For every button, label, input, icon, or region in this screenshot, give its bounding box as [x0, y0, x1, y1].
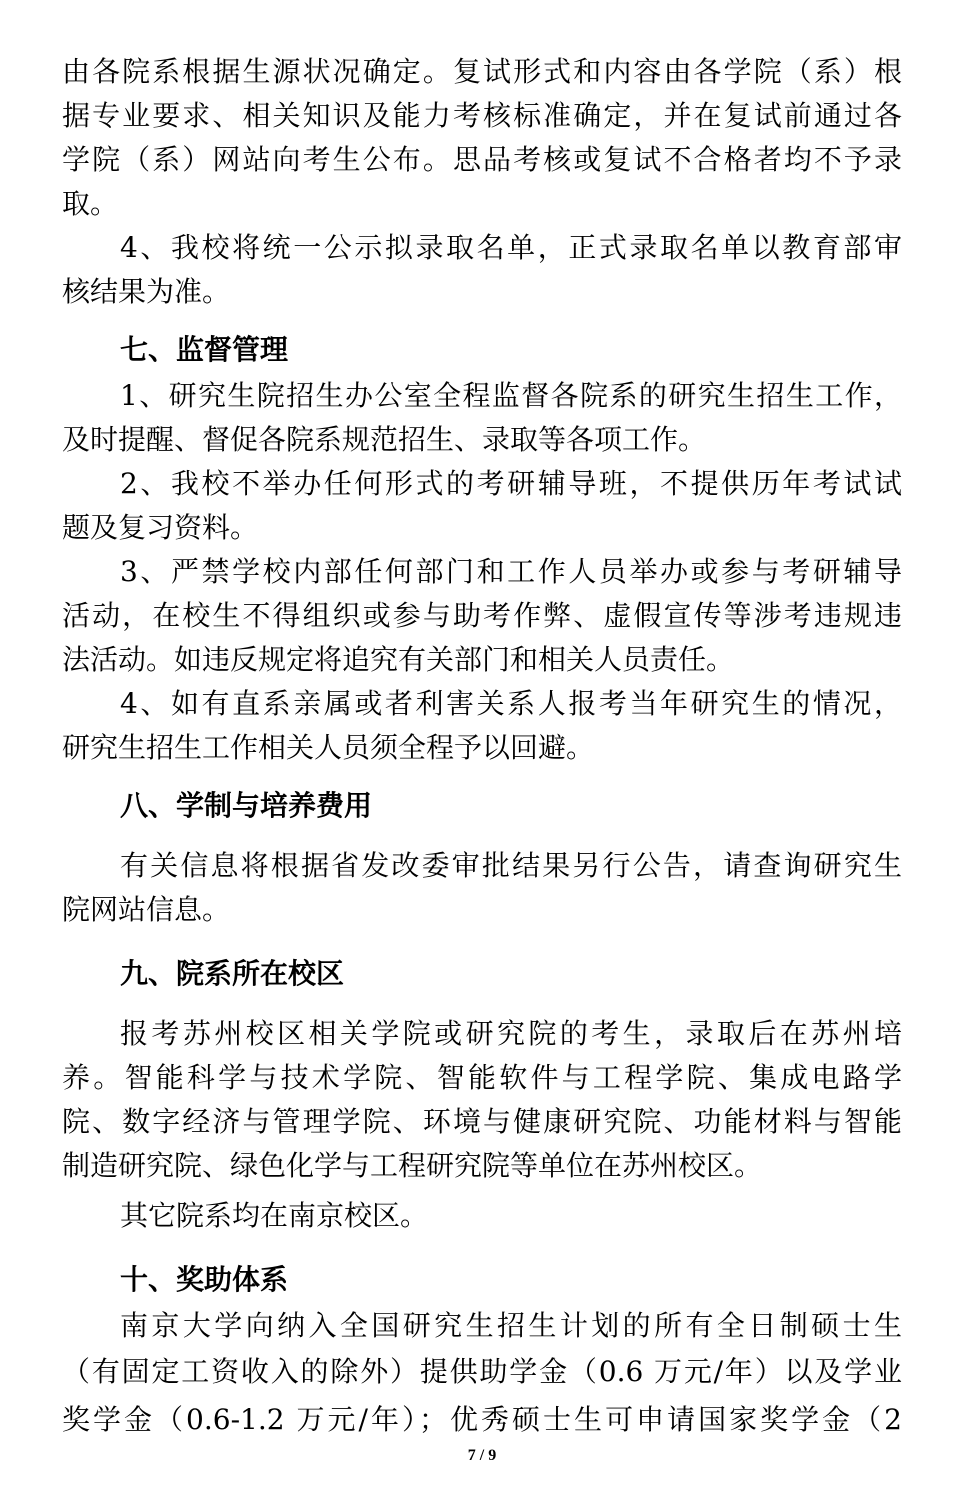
section-body-campus: [62, 1012, 902, 1238]
text-line: 由各院系根据生源状况确定。复试形式和内容由各学院（系）根: [62, 55, 902, 88]
section-heading-supervision: 七、监督管理: [120, 333, 289, 366]
list-item: [62, 682, 902, 770]
text-line: 题及复习资料。: [62, 511, 259, 544]
text-line: 核结果为准。: [62, 275, 231, 308]
text-line: 取。: [62, 187, 119, 220]
section-heading-duration-fees: 八、学制与培养费用: [120, 789, 373, 822]
text-line: 养。智能科学与技术学院、智能软件与工程学院、集成电路学: [62, 1061, 902, 1094]
text-line: 南京大学向纳入全国研究生招生计划的所有全日制硕士生: [120, 1309, 902, 1342]
text-line: 研究生招生工作相关人员须全程予以回避。: [62, 731, 595, 764]
text-line: 其它院系均在南京校区。: [120, 1199, 429, 1232]
section-heading-scholarships: 十、奖助体系: [120, 1263, 289, 1296]
list-item: [62, 462, 902, 550]
text-line: 学院（系）网站向考生公布。思品考核或复试不合格者均不予录: [62, 143, 902, 176]
text-line: 据专业要求、相关知识及能力考核标准确定，并在复试前通过各: [62, 99, 902, 132]
section-heading-campus: 九、院系所在校区: [120, 957, 345, 990]
list-item-4-admission: [62, 226, 902, 314]
section-body-supervision: [62, 374, 902, 770]
page-number: 7 / 9: [467, 1447, 497, 1464]
text-line: 3、严禁学校内部任何部门和工作人员举办或参与考研辅导: [120, 555, 902, 588]
page-content: [62, 50, 902, 1444]
section-body-scholarships: [62, 1304, 902, 1444]
text-line: 院、数字经济与管理学院、环境与健康研究院、功能材料与智能: [62, 1105, 902, 1138]
paragraph: [62, 1012, 902, 1188]
paragraph: [62, 1194, 902, 1238]
text-line: 1、研究生院招生办公室全程监督各院系的研究生招生工作，: [120, 379, 902, 412]
text-line: 院网站信息。: [62, 893, 231, 926]
text-line: 活动，在校生不得组织或参与助考作弊、虚假宣传等涉考违规违: [62, 599, 902, 632]
text-line: 2、我校不举办任何形式的考研辅导班，不提供历年考试试: [120, 467, 902, 500]
text-line: 法活动。如违反规定将追究有关部门和相关人员责任。: [62, 643, 735, 676]
text-line: 有关信息将根据省发改委审批结果另行公告，请查询研究生: [120, 849, 902, 882]
text-line: 制造研究院、绿色化学与工程研究院等单位在苏州校区。: [62, 1149, 763, 1182]
list-item: [62, 550, 902, 682]
text-line: （有固定工资收入的除外）提供助学金（0.6 万元/年）以及学业: [62, 1355, 902, 1388]
section-body-duration-fees: [62, 844, 902, 932]
text-line: 4、如有直系亲属或者利害关系人报考当年研究生的情况，: [120, 687, 902, 720]
text-line: 及时提醒、督促各院系规范招生、录取等各项工作。: [62, 423, 707, 456]
text-line: 报考苏州校区相关学院或研究院的考生，录取后在苏州培: [120, 1017, 902, 1050]
continued-paragraph: [62, 50, 902, 226]
list-item: [62, 374, 902, 462]
text-line: 4、我校将统一公示拟录取名单，正式录取名单以教育部审: [120, 231, 902, 264]
text-line: 奖学金（0.6-1.2 万元/年）；优秀硕士生可申请国家奖学金（2: [62, 1403, 902, 1436]
